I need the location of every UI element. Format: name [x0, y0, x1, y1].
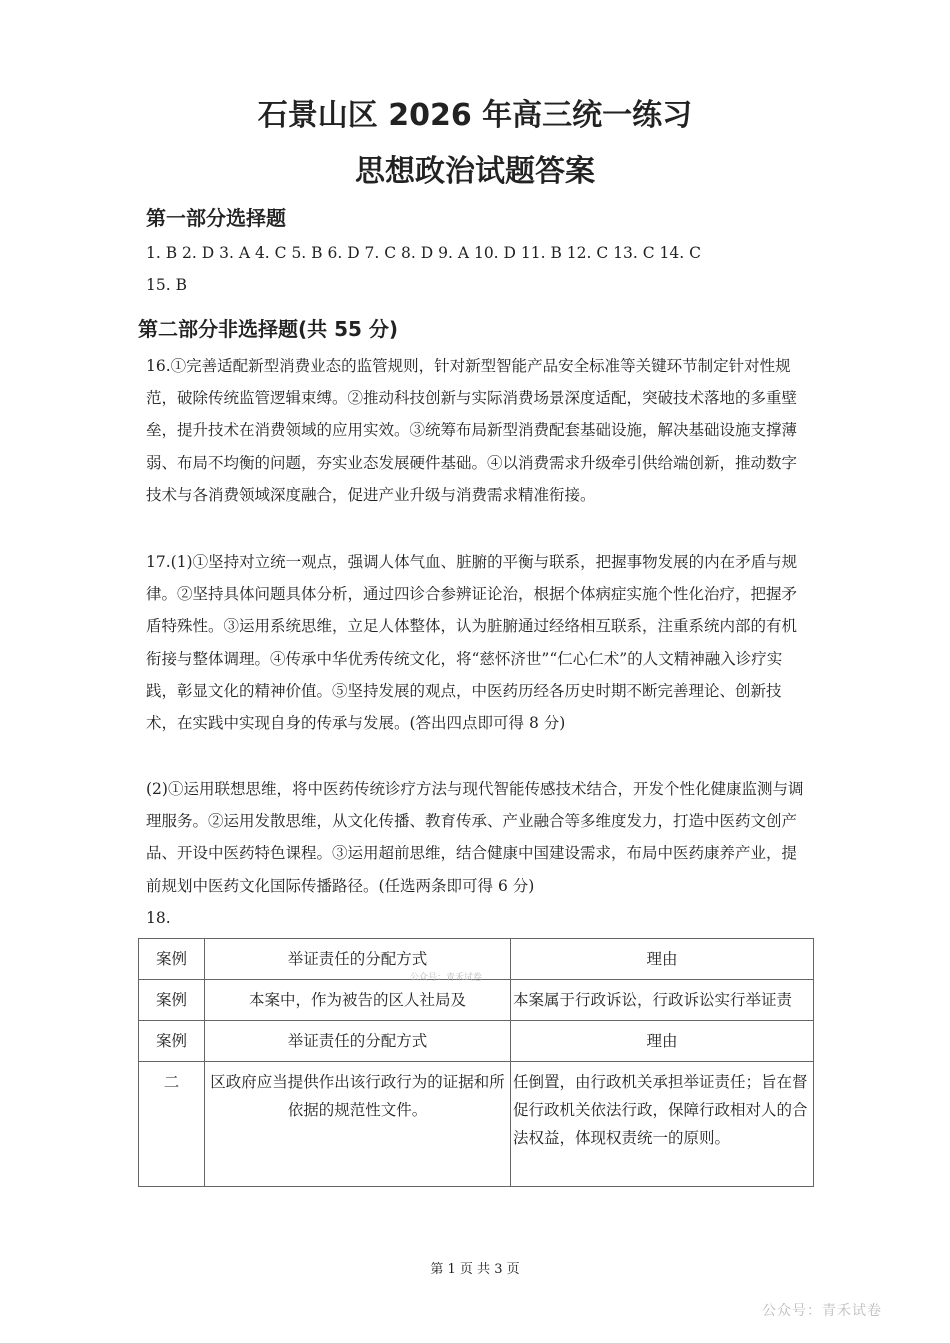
question-17-1-answer: 17.(1)①坚持对立统一观点，强调人体气血、脏腑的平衡与联系，把握事物发展的内在矛盾与规律。②坚持具体问题具体分析，通过四诊合参辨证论治，根据个体病症实施个性化治疗，把握矛盾特殊性。③运用系统思维，立足人体整体，认为脏腑通过经络相互联系，注重系统内部的有机衔接与整体调理。④传承中华优秀传统文化，将“慈怀济世”“仁心仁术”的人文精神融入诊疗实践，彰显文化的精神价值。⑤坚持发展的观点，中医药历经各历史时期不断完善理论、创新技术，在实践中实现自身的传承与发展。(答出四点即可得 8 分): [146, 553, 798, 733]
table-cell: 案例: [139, 980, 205, 1021]
table-header-row: [139, 1021, 814, 1062]
table-cell: 区政府应当提供作出该行政行为的证据和所依据的规范性文件。: [205, 1062, 511, 1187]
table-cell: 本案中，作为被告的区人社局及: [205, 980, 511, 1021]
question-17-2-answer: (2)①运用联想思维，将中医药传统诊疗方法与现代智能传感技术结合，开发个性化健康监测与调理服务。②运用发散思维，从文化传播、教育传承、产业融合等多维度发力，打造中医药文创产品、开设中医药特色课程。③运用超前思维，结合健康中国建设需求，布局中医药康养产业，提前规划中医药文化国际传播路径。(任选两条即可得 6 分): [146, 780, 804, 895]
table-cell: 二: [139, 1062, 205, 1187]
page-footer: 第 1 页 共 3 页: [430, 1262, 520, 1277]
table-row: [139, 1062, 814, 1187]
question-16-answer: 16.①完善适配新型消费业态的监管规则，针对新型智能产品安全标准等关键环节制定针对性规范，破除传统监管逻辑束缚。②推动科技创新与实际消费场景深度适配，突破技术落地的多重壁垒，提升技术在消费领域的应用实效。③统筹布局新型消费配套基础设施，解决基础设施支撑薄弱、布局不均衡的问题，夯实业态发展硬件基础。④以消费需求升级牵引供给端创新，推动数字技术与各消费领域深度融合，促进产业升级与消费需求精准衔接。: [146, 357, 798, 504]
table-cell: 举证责任的分配方式: [205, 939, 511, 980]
table-cell: 案例: [139, 1021, 205, 1062]
watermark: 公众号：青禾试卷: [410, 973, 483, 983]
answers-line-1: 1. B 2. D 3. A 4. C 5. B 6. D 7. C 8. D 9. A 10. D 11. B 12. C 13. C 14. C: [146, 244, 701, 262]
table-cell: 任倒置，由行政机关承担举证责任；旨在督促行政机关依法行政，保障行政相对人的合法权益，体现权责统一的原则。: [511, 1062, 814, 1187]
table-cell: 本案属于行政诉讼，行政诉讼实行举证责: [511, 980, 814, 1021]
table-cell: 案例: [139, 939, 205, 980]
part1-heading: 第一部分选择题: [146, 206, 286, 230]
table-cell: 理由: [511, 939, 814, 980]
table-row: [139, 980, 814, 1021]
part2-heading: 第二部分非选择题(共 55 分): [138, 317, 399, 341]
brand-watermark: 公众号：青禾试卷: [762, 1303, 882, 1319]
page-subtitle: 思想政治试题答案: [355, 154, 595, 189]
question-18-label: 18.: [146, 909, 171, 927]
answers-line-2: 15. B: [146, 276, 187, 294]
page-title: 石景山区 2026 年高三统一练习: [257, 98, 693, 133]
table-cell: 理由: [511, 1021, 814, 1062]
table-cell: 举证责任的分配方式: [205, 1021, 511, 1062]
